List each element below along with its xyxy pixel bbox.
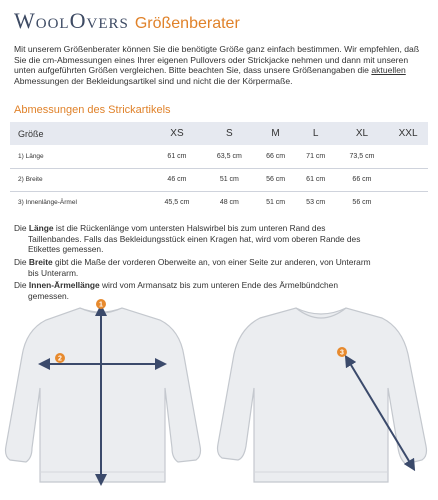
table-cell: 46 cm <box>151 168 203 191</box>
desc-text: Die <box>14 257 27 267</box>
desc-term: Breite <box>28 257 53 267</box>
table-cell: 61 cm <box>296 168 336 191</box>
sweater-front-view <box>218 308 427 482</box>
table-header-m: M <box>256 122 296 145</box>
garment-illustrations <box>0 296 438 500</box>
table-row <box>10 191 428 214</box>
page-title: Größenberater <box>134 15 240 32</box>
svg-text:1: 1 <box>99 301 103 309</box>
table-cell: 66 cm <box>336 168 388 191</box>
desc-text: Die <box>14 280 27 290</box>
desc-text: Etikettes gemessen. <box>28 244 104 255</box>
table-cell: 71 cm <box>296 145 336 168</box>
table-row <box>10 168 428 191</box>
desc-term: Innen-Ärmellänge <box>28 280 100 290</box>
desc-term: Länge <box>28 223 54 233</box>
intro-text-part: Abmessungen der Bekleidungsartikel sind und nicht die der Körpermaße. <box>14 75 293 86</box>
table-header-xl: XL <box>336 122 388 145</box>
svg-text:3: 3 <box>340 349 344 357</box>
table-cell: 48 cm <box>219 199 239 207</box>
table-cell: 61 cm <box>151 145 203 168</box>
table-cell: 1) Länge <box>10 145 151 168</box>
table-cell <box>388 191 428 214</box>
svg-text:2: 2 <box>58 355 62 363</box>
desc-text: wird vom Armansatz bis zum unteren Ende des Ärmelbündchen <box>101 280 338 290</box>
table-cell <box>388 168 428 191</box>
sweater-back-body <box>6 308 201 482</box>
width-description <box>14 257 424 278</box>
desc-text: gemessen. <box>28 290 69 301</box>
table-cell: 45,5 cm <box>164 199 190 207</box>
intro-underlined: aktuellen <box>371 65 406 76</box>
table-cell: 66 cm <box>256 145 296 168</box>
table-cell <box>388 145 428 168</box>
table-cell: 63,5 cm <box>203 145 255 168</box>
section-title: Abmessungen des Strickartikels <box>14 104 171 116</box>
table-cell: 56 cm <box>256 168 296 191</box>
marker-1 <box>96 299 106 309</box>
table-cell: 51 cm <box>203 168 255 191</box>
desc-text: ist die Rückenlänge vom untersten Halswirbel bis zum unteren Rand des <box>55 223 326 233</box>
table-header-xs: XS <box>151 122 203 145</box>
sweater-back-view <box>6 299 201 482</box>
intro-text-part: Mit unserem Größenberater können Sie die benötigte Größe ganz einfach bestimmen. Wir empfehlen, daß Sie die cm-Abmessungen eines Ihrer eigenen Pullovers oder Strickjacke nehmen und dann mit unseren unten aufgeführten Größen vergleichen. Bitte beachten Sie, dass unsere Größenangaben die <box>14 44 420 76</box>
size-table <box>10 122 428 214</box>
desc-text: Taillenbandes. Falls das Bekleidungsstück einen Kragen hat, wird vom oberen Rande des <box>28 233 361 244</box>
marker-2 <box>55 353 65 363</box>
header <box>14 8 240 36</box>
table-cell: 56 cm <box>352 199 372 207</box>
length-description <box>14 223 424 255</box>
table-header-l: L <box>296 122 336 145</box>
table-cell: 51 cm <box>266 199 286 207</box>
table-cell: 3) Innenlänge-Ärmel <box>18 199 77 207</box>
table-row <box>10 145 428 168</box>
marker-3 <box>337 347 347 357</box>
table-header-s: S <box>203 122 255 145</box>
table-cell: 2) Breite <box>10 168 151 191</box>
brand-logo: WoolOvers <box>14 8 129 33</box>
desc-text: Die <box>14 223 27 233</box>
sweater-front-body <box>218 308 427 482</box>
table-cell: 73,5 cm <box>336 145 388 168</box>
table-header-row <box>10 122 428 145</box>
desc-text: gibt die Maße der vorderen Oberweite an, von einer Seite zur anderen, von Unterarm <box>54 257 371 267</box>
intro-text <box>14 44 426 86</box>
table-header-size: Größe <box>10 122 151 145</box>
table-cell: 53 cm <box>306 199 326 207</box>
desc-text: bis Unterarm. <box>28 267 79 278</box>
table-header-xxl: XXL <box>388 122 428 145</box>
